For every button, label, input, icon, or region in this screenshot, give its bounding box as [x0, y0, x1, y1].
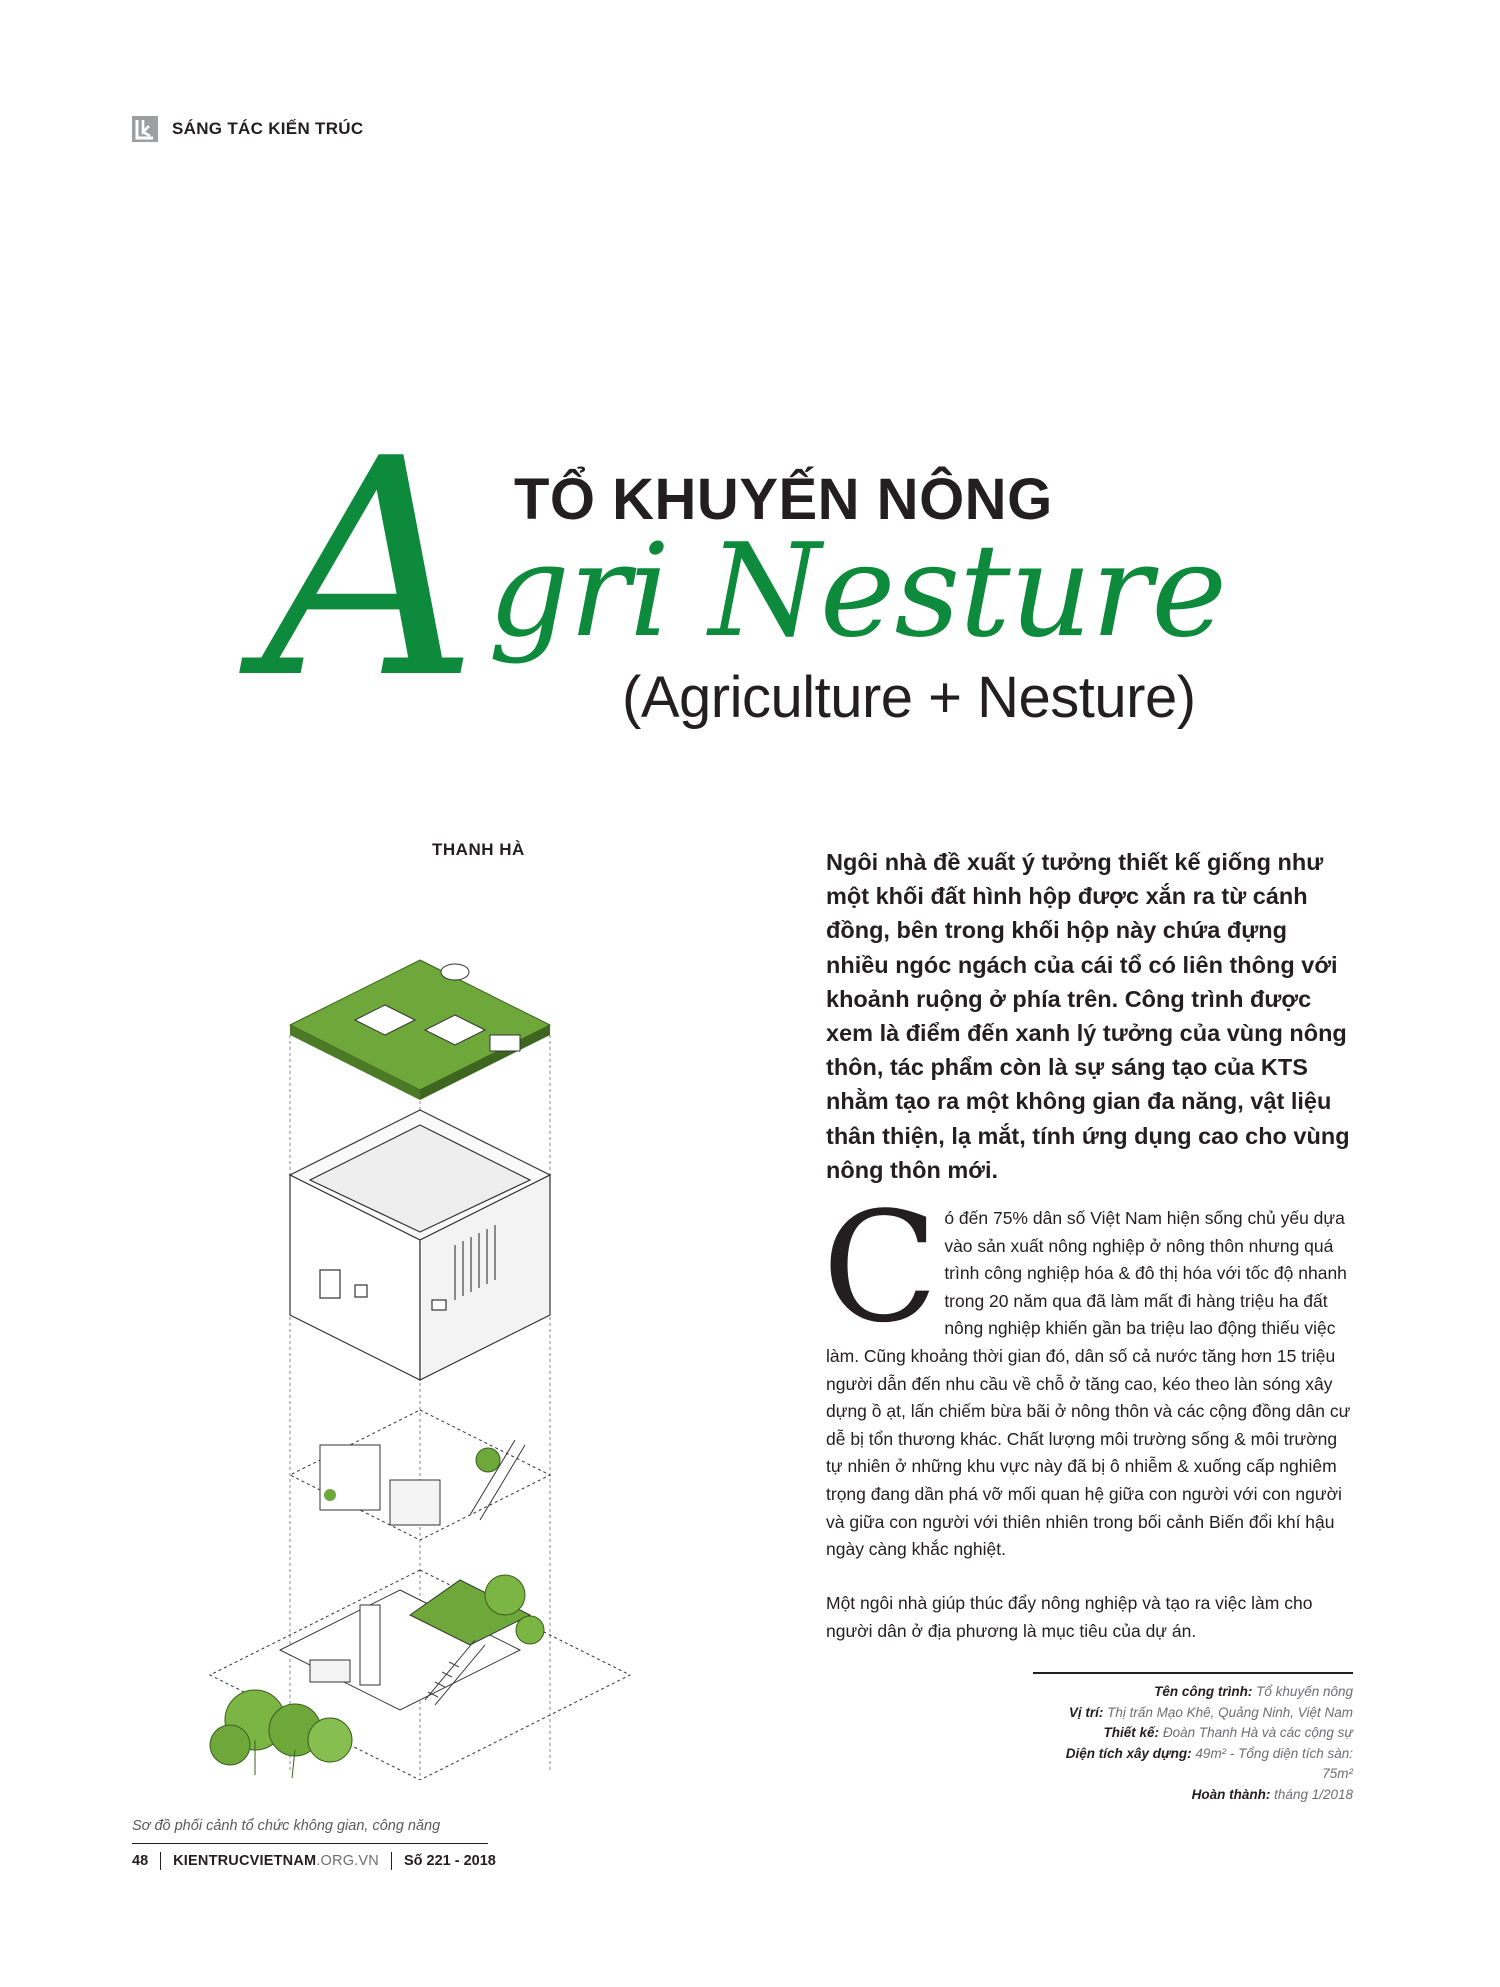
caption-rule — [132, 1843, 488, 1844]
project-credits — [1033, 1672, 1353, 1805]
figure-caption: Sơ đồ phối cảnh tổ chức không gian, công năng — [132, 1818, 441, 1834]
section-header — [132, 116, 363, 142]
ground-floor — [210, 1570, 630, 1780]
title-big-letter: A — [262, 395, 479, 744]
credit-row: Tên công trình: Tổ khuyến nông — [1154, 1684, 1353, 1699]
trees — [210, 1690, 352, 1778]
section-label: SÁNG TÁC KIẾN TRÚC — [172, 119, 364, 138]
dropcap: C — [822, 1179, 939, 1356]
issue-number: Số 221 - 2018 — [403, 1853, 496, 1869]
lead-paragraph: Ngôi nhà đề xuất ý tưởng thiết kế giống như một khối đất hình hộp được xắn ra từ cánh đồng, bên trong khối hộp này chứa đựng nhiều ngóc ngách của cái tổ có liên thông với khoảnh ruộng ở phía trên. Công trình được xem là điểm đến xanh lý tưởng của vùng nông thôn, tác phẩm còn là sự sáng tạo của KTS nhằm tạo ra một không gian đa năng, vật liệu thân thiện, lạ mắt, tính ứng dụng cao cho vùng nông thôn mới. — [826, 849, 1350, 1183]
credit-row: Vị trí: Thị trấn Mạo Khê, Quảng Ninh, Việt Nam — [1068, 1704, 1353, 1720]
credit-row: Hoàn thành: tháng 1/2018 — [1191, 1786, 1353, 1802]
page-footer — [132, 1852, 496, 1870]
footer-divider — [391, 1852, 392, 1870]
title-script: gri Nesture — [488, 517, 1226, 666]
body-paragraph-2: Một ngôi nhà giúp thúc đẩy nông nghiệp và tạo ra việc làm cho người dân ở địa phương là mục tiêu của dự án. — [826, 1593, 1313, 1641]
body-paragraph-1 — [822, 1179, 1356, 1564]
author-byline: THANH HÀ — [432, 840, 525, 859]
footer-divider — [160, 1852, 161, 1870]
upper-floor-box — [290, 1110, 550, 1380]
axonometric-diagram — [170, 940, 690, 1780]
body-text-1: ó đến 75% dân số Việt Nam hiện sống chủ yếu dựa vào sản xuất nông nghiệp ở nông thôn nhưng quá trình công nghiệp hóa & đô thị hóa với tốc độ nhanh trong 20 năm qua đã làm mất đi hàng triệu ha đất nông nghiệp khiến gần ba triệu lao động thiếu việc làm. Cũng khoảng thời gian đó, dân số cả nước tăng hơn 15 triệu người dẫn đến nhu cầu về chỗ ở tăng cao, kéo theo làn sóng xây dựng ồ ạt, lấn chiếm bừa bãi ở nông thôn và các cộng đồng dân cư dễ bị tổn thương khác. Chất lượng môi trường sống & môi trường tự nhiên ở những khu vực này đã bị ô nhiễm & xuống cấp nghiêm trọng đang dần phá vỡ mối quan hệ giữa con người với con người và giữa con người với thiên nhiên trong bối cảnh Biến đổi khí hậu ngày càng khắc nghiệt. — [826, 1208, 1351, 1560]
roof-layer — [290, 960, 550, 1100]
page-number: 48 — [132, 1853, 149, 1869]
title-subtitle: (Agriculture + Nesture) — [622, 665, 1196, 730]
credit-row: Diện tích xây dựng: 49m² - Tổng diện tích sàn: 75m² — [1065, 1745, 1353, 1781]
credit-row: Thiết kế: Đoàn Thanh Hà và các cộng sự — [1103, 1725, 1353, 1740]
title-top: TỔ KHUYẾN NÔNG — [514, 467, 1053, 532]
site-name[interactable]: KIENTRUCVIETNAM.ORG.VN — [173, 1853, 379, 1869]
magazine-logo-icon — [132, 116, 158, 142]
